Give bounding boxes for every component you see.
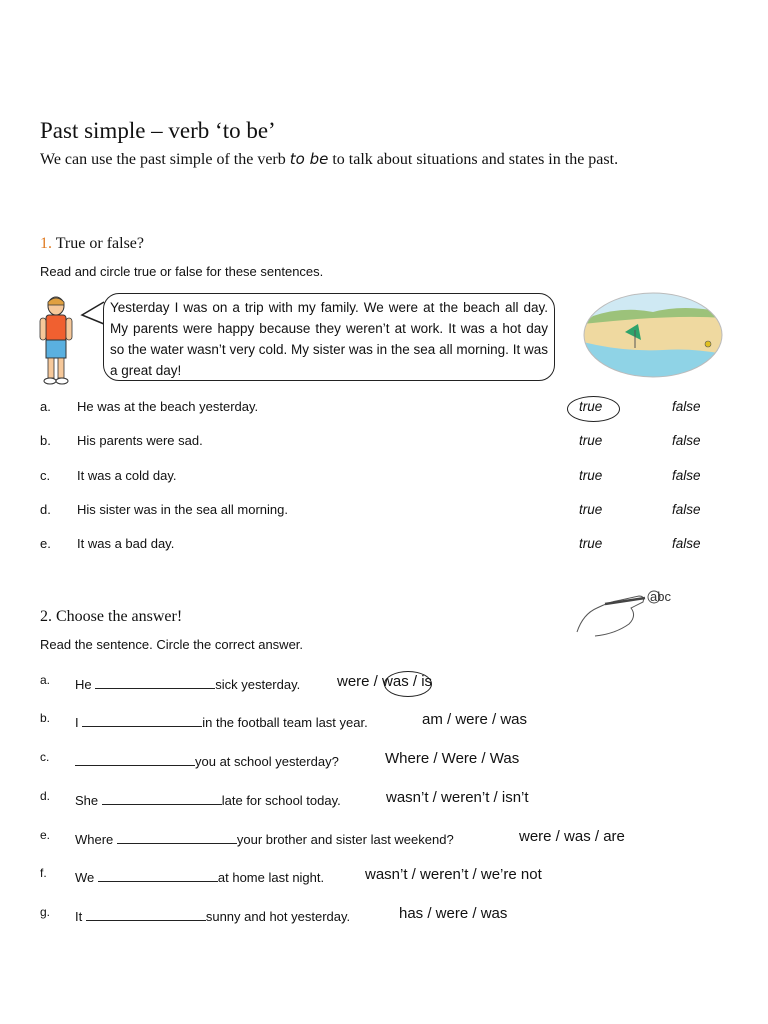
true-option[interactable]: true [579,399,603,414]
false-option[interactable]: false [672,399,701,414]
answer-blank[interactable] [82,714,202,727]
section2-number: 2. [40,608,52,625]
choice-row [40,789,740,816]
sentence-end: your brother and sister last weekend? [236,832,454,847]
false-option[interactable]: false [672,433,701,448]
sentence [75,908,350,924]
intro-after: to talk about situations and states in the past. [328,151,619,168]
sentence [75,753,339,769]
true-option[interactable]: true [579,502,603,517]
choice-row [40,828,740,855]
item-letter: c. [40,750,50,764]
intro-emphasis: to be [289,150,329,168]
statement-text: He was at the beach yesterday. [77,399,259,414]
true-option[interactable]: true [579,433,603,448]
pen-letters: abc [650,589,671,604]
item-letter: e. [40,828,51,842]
item-letter: d. [40,789,51,803]
section1-heading [40,235,144,253]
section2-heading [40,608,182,626]
answer-options[interactable]: am / were / was [422,711,528,728]
sentence-end: late for school today. [221,793,341,808]
statement-text: His sister was in the sea all morning. [77,502,288,517]
sentence-end: you at school yesterday? [195,754,339,769]
sentence [75,792,341,808]
item-letter: f. [40,866,47,880]
item-letter: a. [40,399,51,414]
sentence [75,831,454,847]
statement-text: His parents were sad. [77,433,203,448]
answer-blank[interactable] [75,753,195,766]
item-letter: b. [40,433,51,448]
answer-blank[interactable] [86,908,206,921]
beach-illustration [583,292,723,378]
sentence-start: It [75,909,86,924]
answer-blank[interactable] [102,792,222,805]
answer-blank[interactable] [95,676,215,689]
true-option[interactable]: true [579,468,603,483]
sentence-start: I [75,715,83,730]
sentence-end: at home last night. [217,870,325,885]
intro-before: We can use the past simple of the verb [40,151,290,168]
sentence [75,676,300,692]
item-letter: c. [40,468,51,483]
item-letter: b. [40,711,51,725]
section2-instruction: Read the sentence. Circle the correct answer. [40,637,304,652]
answer-options[interactable]: wasn’t / weren’t / we’re not [365,866,542,883]
intro-text [40,148,700,171]
section1-title: True or false? [55,235,144,252]
false-option[interactable]: false [672,468,701,483]
sentence-start: Where [75,832,117,847]
item-letter: d. [40,502,51,517]
page-title: Past simple – verb ‘to be’ [40,118,276,143]
item-letter: g. [40,905,51,919]
item-letter: e. [40,536,51,551]
choice-row [40,905,740,932]
sentence-end: in the football team last year. [202,715,368,730]
answer-options[interactable]: has / were / was [399,905,508,922]
boy-illustration [36,296,76,386]
choice-row [40,750,740,777]
sentence-start: We [75,870,98,885]
item-letter: a. [40,673,51,687]
statement-text: It was a cold day. [77,468,177,483]
true-false-row [40,433,740,453]
true-false-row [40,468,740,488]
sentence [75,714,368,730]
answer-blank[interactable] [98,869,218,882]
true-option[interactable]: true [579,536,603,551]
sentence-start: She [75,793,102,808]
answer-options[interactable]: were / was / is [337,673,433,690]
statement-text: It was a bad day. [77,536,175,551]
story-speech-bubble: Yesterday I was on a trip with my family. We were at the beach all day. My parents were happy because they weren’t at work. It was a hot day so the water wasn’t very cold. My sister was in the sea all morning. It was a great day! [103,293,555,381]
sentence-start: He [75,677,96,692]
choice-row [40,711,740,738]
true-false-row [40,399,740,419]
section1-instruction: Read and circle true or false for these sentences. [40,264,324,279]
writing-hand-illustration [575,584,690,638]
section2-title: Choose the answer! [56,608,183,625]
sentence-end: sunny and hot yesterday. [205,909,351,924]
false-option[interactable]: false [672,502,701,517]
answer-options[interactable]: were / was / are [519,828,625,845]
answer-options[interactable]: Where / Were / Was [385,750,520,767]
sentence-end: sick yesterday. [215,677,301,692]
section1-number: 1. [40,235,52,252]
choice-row [40,866,740,893]
choice-row [40,673,740,700]
sentence [75,869,324,885]
true-false-row [40,502,740,522]
answer-options[interactable]: wasn’t / weren’t / isn’t [386,789,529,806]
true-false-row [40,536,740,556]
false-option[interactable]: false [672,536,701,551]
answer-blank[interactable] [117,831,237,844]
